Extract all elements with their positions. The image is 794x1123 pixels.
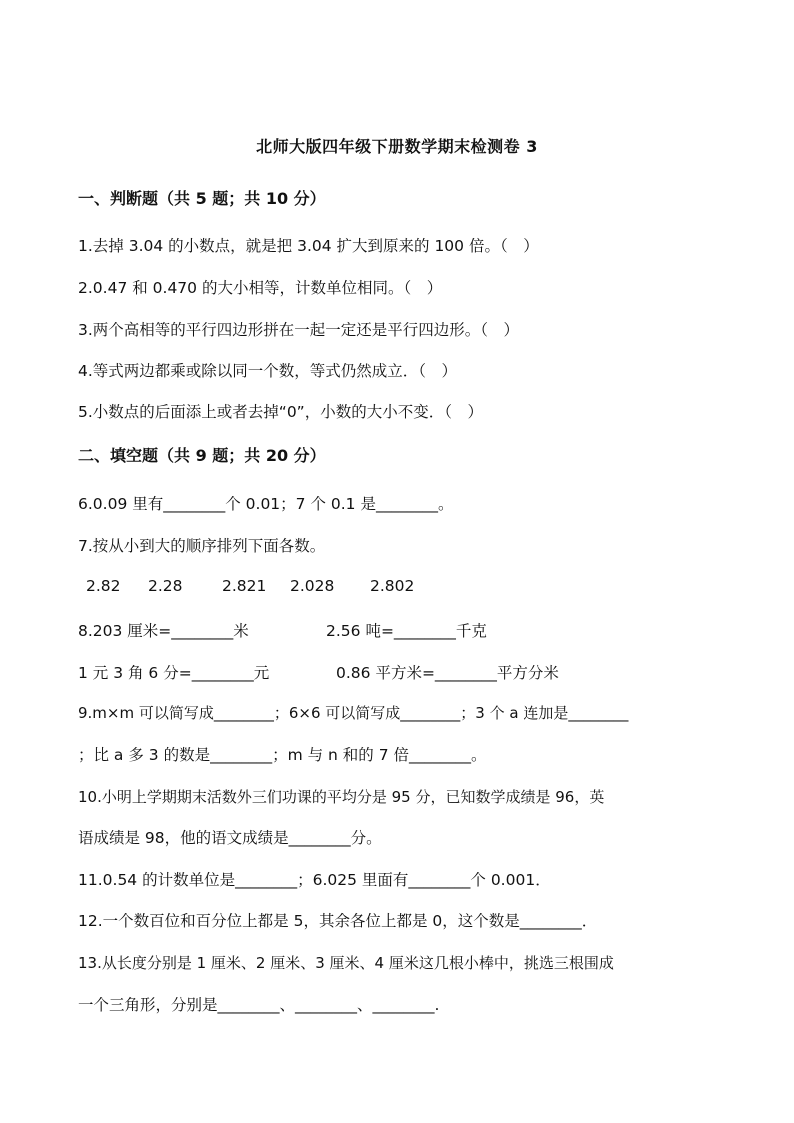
section-heading-true-false: 一、判断题（共 5 题；共 10 分） [78, 189, 326, 208]
question-12: 12.一个数百位和百分位上都是 5，其余各位上都是 0，这个数是________． [78, 912, 598, 930]
number-item: 2.028 [290, 577, 335, 595]
question-7: 7.按从小到大的顺序排列下面各数。 [78, 537, 326, 555]
question-9-line-2: ；比 a 多 3 的数是________；m 与 n 和的 7 倍________。 [78, 746, 487, 764]
question-6: 6.0.09 里有________个 0.01；7 个 0.1 是________。 [78, 495, 454, 513]
question-13-line-1: 13.从长度分别是 1 厘米、2 厘米、3 厘米、4 厘米这几根小棒中，挑选三根围成 [78, 954, 614, 972]
number-item: 2.802 [370, 577, 415, 595]
number-item: 2.82 [86, 577, 121, 595]
question-8-part-b: 2.56 吨=________千克 [326, 622, 487, 640]
number-item: 2.821 [222, 577, 267, 595]
question-1: 1.去掉 3.04 的小数点，就是把 3.04 扩大到原来的 100 倍。（ ） [78, 237, 539, 255]
question-9-line-1: 9.m×m 可以简写成________；6×6 可以简写成________；3 个 a 连加是________ [78, 704, 629, 722]
question-7-number-list [86, 577, 414, 595]
question-10-line-2: 语成绩是 98，他的语文成绩是________分。 [78, 829, 382, 847]
question-11: 11.0.54 的计数单位是________；6.025 里面有________个 0.001． [78, 871, 551, 889]
page-title: 北师大版四年级下册数学期末检测卷 3 [256, 137, 538, 156]
question-4: 4.等式两边都乘或除以同一个数，等式仍然成立．（ ） [78, 362, 458, 380]
question-13-line-2: 一个三角形，分别是________、________、________. [78, 996, 440, 1014]
question-8-part-c: 1 元 3 角 6 分=________元 [78, 664, 270, 682]
question-2: 2.0.47 和 0.470 的大小相等，计数单位相同。（ ） [78, 279, 443, 297]
question-3: 3.两个高相等的平行四边形拼在一起一定还是平行四边形。（ ） [78, 321, 520, 339]
question-8-part-a: 8.203 厘米=________米 [78, 622, 249, 640]
question-10-line-1: 10.小明上学期期末活数外三们功课的平均分是 95 分，已知数学成绩是 96，英 [78, 788, 605, 806]
question-5: 5.小数点的后面添上或者去掉“0”，小数的大小不变．（ ） [78, 403, 483, 421]
question-8-part-d: 0.86 平方米=________平方分米 [336, 664, 559, 682]
section-heading-fill-blank: 二、填空题（共 9 题；共 20 分） [78, 446, 326, 465]
number-item: 2.28 [148, 577, 183, 595]
